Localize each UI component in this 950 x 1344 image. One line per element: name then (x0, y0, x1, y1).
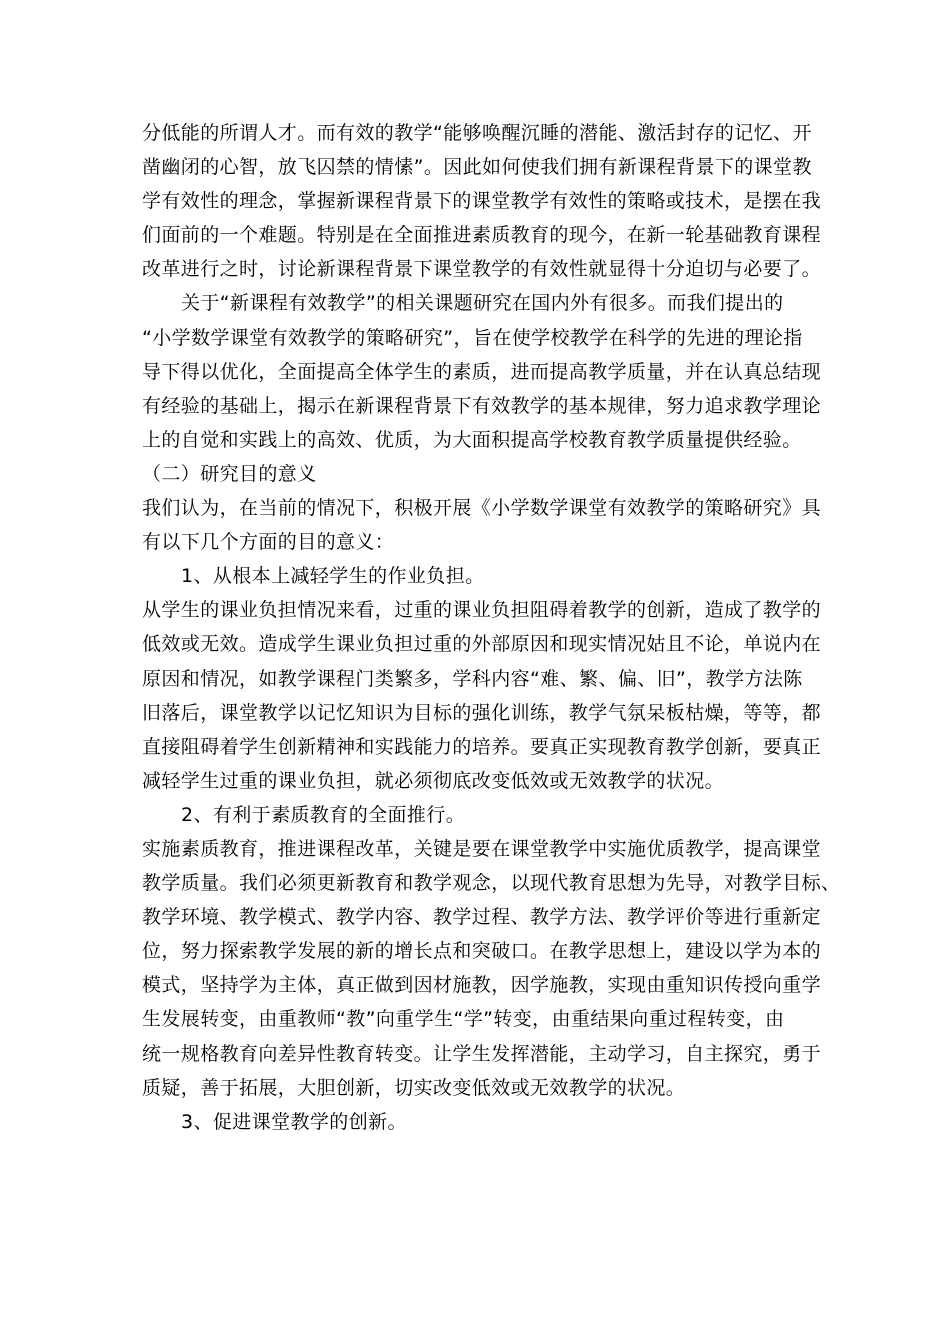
text-line: 减轻学生过重的课业负担，就必须彻底改变低效或无效教学的状况。 (142, 769, 725, 792)
text-line: 教学质量。我们必须更新教育和教学观念，以现代教育思想为先导，对教学目标、 (142, 872, 841, 895)
text-line: 分低能的所谓人才。而有效的教学“能够唤醒沉睡的潜能、激活封存的记忆、开 (142, 122, 812, 144)
text-line: 导下得以优化，全面提高全体学生的素质，进而提高教学质量，并在认真总结现 (142, 360, 822, 383)
text-line: 教学环境、教学模式、教学内容、教学过程、教学方法、教学评价等进行重新定 (142, 906, 822, 929)
text-line: 们面前的一个难题。特别是在全面推进素质教育的现今，在新一轮基础教育课程 (142, 224, 822, 247)
text-line: 统一规格教育向差异性教育转变。让学生发挥潜能，主动学习，自主探究，勇于 (142, 1042, 822, 1065)
text-line: 生发展转变，由重教师“教”向重学生“学”转变，由重结果向重过程转变，由 (142, 1008, 785, 1031)
text-line: 有经验的基础上，揭示在新课程背景下有效教学的基本规律，努力追求教学理论 (142, 394, 822, 417)
text-line: 凿幽闭的心智，放飞囚禁的情愫”。因此如何使我们拥有新课程背景下的课堂教 (142, 156, 812, 179)
text-line: 模式，坚持学为主体，真正做到因材施教，因学施教，实现由重知识传授向重学 (142, 974, 822, 997)
text-line: 学有效性的理念，掌握新课程背景下的课堂教学有效性的策略或技术，是摆在我 (142, 190, 822, 213)
section-heading: （二）研究目的意义 (142, 462, 317, 485)
text-line: 直接阻碍着学生创新精神和实践能力的培养。要真正实现教育教学创新，要真正 (142, 735, 822, 758)
numbered-subheading: 2、有利于素质教育的全面推行。 (181, 803, 466, 826)
text-line: 改革进行之时，讨论新课程背景下课堂教学的有效性就显得十分迫切与必要了。 (142, 258, 822, 281)
text-line: 质疑，善于拓展，大胆创新，切实改变低效或无效教学的状况。 (142, 1076, 686, 1099)
numbered-subheading: 3、促进课堂教学的创新。 (181, 1110, 407, 1133)
text-line: 实施素质教育，推进课程改革，关键是要在课堂教学中实施优质教学，提高课堂 (142, 837, 822, 860)
text-line: 原因和情况，如教学课程门类繁多，学科内容“难、繁、偏、旧”，教学方法陈 (142, 667, 803, 690)
paragraph-start-line: 关于“新课程有效教学”的相关课题研究在国内外有很多。而我们提出的 (181, 292, 784, 315)
text-line: 旧落后，课堂教学以记忆知识为目标的强化训练，教学气氛呆板枯燥，等等，都 (142, 701, 822, 724)
text-line: 从学生的课业负担情况来看，过重的课业负担阻碍着教学的创新，造成了教学的 (142, 599, 822, 622)
text-line: 有以下几个方面的目的意义： (142, 531, 395, 554)
text-line: 低效或无效。造成学生课业负担过重的外部原因和现实情况姑且不论，单说内在 (142, 633, 822, 656)
text-line: 上的自觉和实践上的高效、优质，为大面积提高学校教育教学质量提供经验。 (142, 428, 802, 451)
text-line: “小学数学课堂有效教学的策略研究”，旨在使学校教学在科学的先进的理论指 (142, 326, 803, 349)
numbered-subheading: 1、从根本上减轻学生的作业负担。 (181, 565, 485, 588)
text-line: 我们认为，在当前的情况下，积极开展《小学数学课堂有效教学的策略研究》具 (142, 497, 822, 520)
document-body (142, 116, 841, 1139)
text-line: 位，努力探索教学发展的新的增长点和突破口。在教学思想上，建设以学为本的 (142, 940, 822, 963)
